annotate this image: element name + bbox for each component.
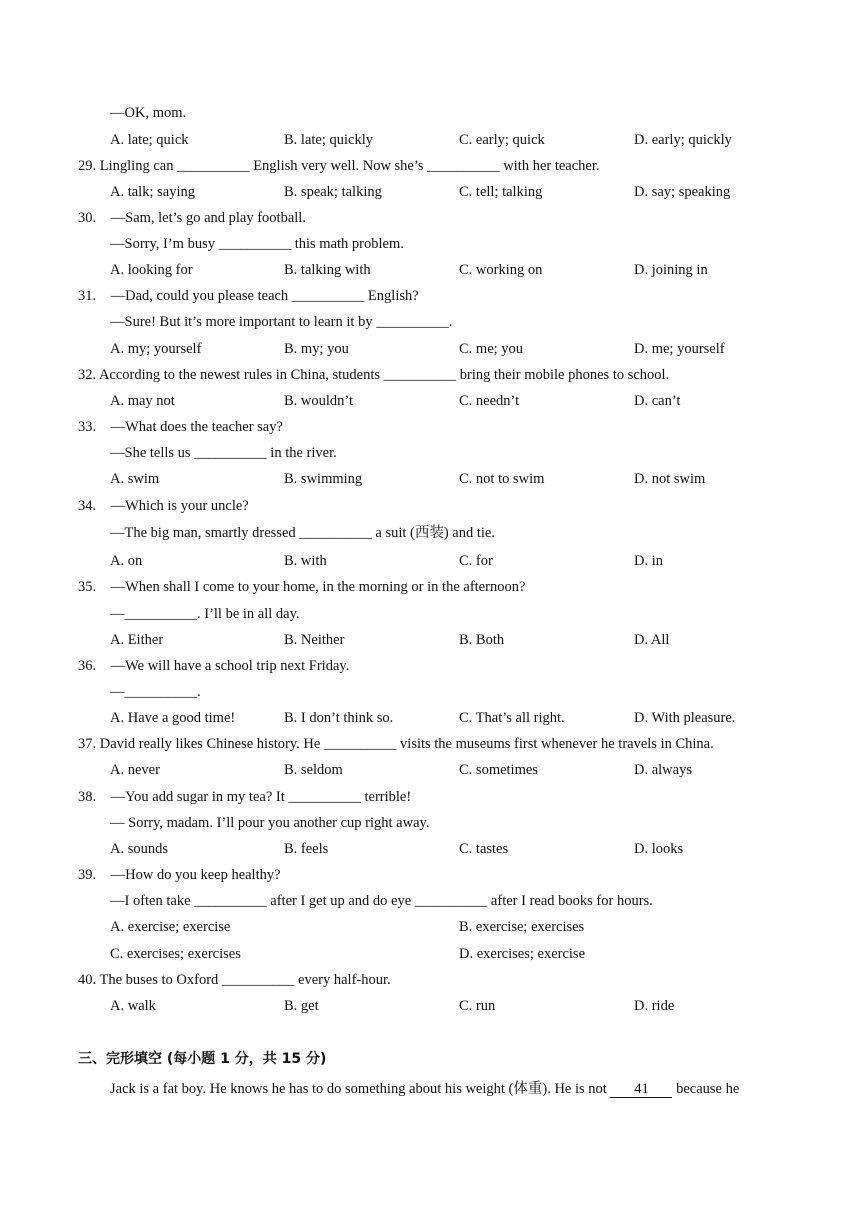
q34-option-a: A. on bbox=[110, 553, 143, 569]
q31-option-b: B. my; you bbox=[284, 341, 349, 357]
cloze-text-after: because he bbox=[672, 1081, 740, 1097]
q33-reply: —She tells us __________ in the river. bbox=[110, 445, 337, 461]
q29-option-d: D. say; speaking bbox=[634, 184, 731, 200]
cloze-text-before: Jack is a fat boy. He knows he has to do something about his weight (体重). He is not bbox=[110, 1081, 611, 1097]
q39-option-b: B. exercise; exercises bbox=[459, 919, 585, 935]
q29-option-a: A. talk; saying bbox=[110, 184, 195, 200]
q35-option-a: A. Either bbox=[110, 632, 164, 648]
q30-option-a: A. looking for bbox=[110, 262, 193, 278]
q31-option-d: D. me; yourself bbox=[634, 341, 725, 357]
q40-option-a: A. walk bbox=[110, 998, 156, 1014]
q40-option-d: D. ride bbox=[634, 998, 675, 1014]
q32-option-c: C. needn’t bbox=[459, 393, 520, 409]
q36-option-a: A. Have a good time! bbox=[110, 710, 236, 726]
q31-reply: —Sure! But it’s more important to learn it by __________. bbox=[110, 314, 453, 330]
q34-reply: —The big man, smartly dressed __________ a suit (西装) and tie. bbox=[110, 525, 495, 541]
q30-option-d: D. joining in bbox=[634, 262, 708, 278]
q38-option-d: D. looks bbox=[634, 841, 684, 857]
q38-option-b: B. feels bbox=[284, 841, 329, 857]
q36-stem: 36. —We will have a school trip next Friday. bbox=[78, 658, 350, 674]
q36-option-c: C. That’s all right. bbox=[459, 710, 565, 726]
q34-option-c: C. for bbox=[459, 553, 493, 569]
q29-stem: 29. Lingling can __________ English very well. Now she’s __________ with her teacher. bbox=[78, 158, 600, 174]
q37-stem: 37. David really likes Chinese history. He __________ visits the museums first whenever he travels in China. bbox=[78, 736, 714, 752]
q29-option-b: B. speak; talking bbox=[284, 184, 382, 200]
q31-option-a: A. my; yourself bbox=[110, 341, 202, 357]
cloze-blank-41: 41 bbox=[610, 1082, 672, 1098]
q33-option-b: B. swimming bbox=[284, 471, 363, 487]
q37-option-b: B. seldom bbox=[284, 762, 343, 778]
q40-option-c: C. run bbox=[459, 998, 496, 1014]
q38-option-a: A. sounds bbox=[110, 841, 169, 857]
q30-option-b: B. talking with bbox=[284, 262, 371, 278]
q39-option-a: A. exercise; exercise bbox=[110, 919, 231, 935]
q35-reply: —__________. I’ll be in all day. bbox=[110, 606, 300, 622]
q28-option-a: A. late; quick bbox=[110, 132, 189, 148]
q35-stem: 35. —When shall I come to your home, in the morning or in the afternoon? bbox=[78, 579, 526, 595]
q28-option-d: D. early; quickly bbox=[634, 132, 732, 148]
q34-option-d: D. in bbox=[634, 553, 663, 569]
q32-option-b: B. wouldn’t bbox=[284, 393, 354, 409]
q34-option-b: B. with bbox=[284, 553, 327, 569]
q33-option-c: C. not to swim bbox=[459, 471, 545, 487]
q33-stem: 33. —What does the teacher say? bbox=[78, 419, 283, 435]
q30-reply: —Sorry, I’m busy __________ this math problem. bbox=[110, 236, 404, 252]
q28-option-b: B. late; quickly bbox=[284, 132, 373, 148]
q40-stem: 40. The buses to Oxford __________ every half-hour. bbox=[78, 972, 391, 988]
q33-option-a: A. swim bbox=[110, 471, 160, 487]
q35-option-d: D. All bbox=[634, 632, 670, 648]
q32-option-d: D. can’t bbox=[634, 393, 681, 409]
q33-option-d: D. not swim bbox=[634, 471, 706, 487]
q36-option-b: B. I don’t think so. bbox=[284, 710, 394, 726]
q30-stem: 30. —Sam, let’s go and play football. bbox=[78, 210, 306, 226]
q39-reply: —I often take __________ after I get up and do eye __________ after I read books for hours. bbox=[110, 893, 653, 909]
section-heading: 三、完形填空 (每小题 1 分，共 15 分) bbox=[78, 1051, 327, 1067]
q40-option-b: B. get bbox=[284, 998, 319, 1014]
q37-option-c: C. sometimes bbox=[459, 762, 538, 778]
q32-stem: 32. According to the newest rules in China, students __________ bring their mobile phones to school. bbox=[78, 367, 670, 383]
q37-option-a: A. never bbox=[110, 762, 160, 778]
q38-reply: — Sorry, madam. I’ll pour you another cup right away. bbox=[110, 815, 430, 831]
q31-stem: 31. —Dad, could you please teach __________ English? bbox=[78, 288, 419, 304]
q30-option-c: C. working on bbox=[459, 262, 543, 278]
q39-stem: 39. —How do you keep healthy? bbox=[78, 867, 281, 883]
q28-dialogue-line: —OK, mom. bbox=[110, 105, 187, 121]
q39-option-c: C. exercises; exercises bbox=[110, 946, 241, 962]
q36-reply: —__________. bbox=[110, 684, 201, 700]
q32-option-a: A. may not bbox=[110, 393, 175, 409]
q39-option-d: D. exercises; exercise bbox=[459, 946, 586, 962]
q35-option-c: B. Both bbox=[459, 632, 505, 648]
q38-stem: 38. —You add sugar in my tea? It __________ terrible! bbox=[78, 789, 412, 805]
q35-option-b: B. Neither bbox=[284, 632, 345, 648]
q31-option-c: C. me; you bbox=[459, 341, 524, 357]
q29-option-c: C. tell; talking bbox=[459, 184, 543, 200]
cloze-passage-line bbox=[110, 1080, 739, 1098]
q36-option-d: D. With pleasure. bbox=[634, 710, 736, 726]
q37-option-d: D. always bbox=[634, 762, 692, 778]
q34-stem: 34. —Which is your uncle? bbox=[78, 498, 249, 514]
q38-option-c: C. tastes bbox=[459, 841, 509, 857]
q28-option-c: C. early; quick bbox=[459, 132, 545, 148]
